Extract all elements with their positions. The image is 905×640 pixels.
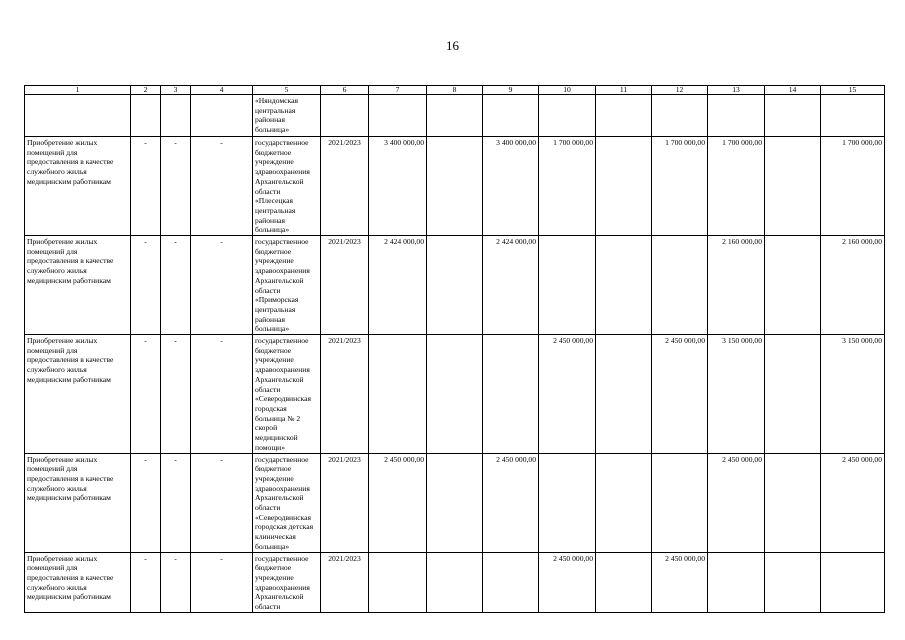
table-row bbox=[25, 137, 885, 236]
table-cell bbox=[131, 95, 161, 137]
amount-cell bbox=[369, 335, 427, 453]
column-header: 8 bbox=[427, 86, 483, 95]
table-cell: - bbox=[191, 552, 253, 612]
column-header: 3 bbox=[161, 86, 191, 95]
column-header: 9 bbox=[483, 86, 539, 95]
column-header: 15 bbox=[821, 86, 885, 95]
amount-cell: 2 450 000,00 bbox=[821, 453, 885, 552]
amount-cell bbox=[427, 236, 483, 335]
amount-cell: 2 424 000,00 bbox=[483, 236, 539, 335]
table-row bbox=[25, 552, 885, 612]
amount-cell bbox=[427, 335, 483, 453]
institution-cell: государственное бюджетное учреждение здравоохранения Архангельской области «Северодвинская городская больница № 2 скорой медицинской помощи» bbox=[253, 335, 321, 453]
amount-cell bbox=[765, 335, 821, 453]
amount-cell: 2 160 000,00 bbox=[821, 236, 885, 335]
table-cell bbox=[25, 95, 131, 137]
amount-cell: 2 424 000,00 bbox=[369, 236, 427, 335]
table-cell bbox=[483, 95, 539, 137]
amount-cell: 2 160 000,00 bbox=[708, 236, 765, 335]
amount-cell bbox=[596, 335, 652, 453]
column-header: 10 bbox=[539, 86, 596, 95]
years-cell: 2021/2023 bbox=[321, 137, 369, 236]
years-cell: 2021/2023 bbox=[321, 552, 369, 612]
column-header-row bbox=[25, 86, 885, 95]
table-row bbox=[25, 335, 885, 453]
amount-cell bbox=[369, 552, 427, 612]
table-cell bbox=[369, 95, 427, 137]
column-header: 2 bbox=[131, 86, 161, 95]
column-header: 7 bbox=[369, 86, 427, 95]
table-cell bbox=[161, 95, 191, 137]
table-cell bbox=[821, 95, 885, 137]
amount-cell bbox=[596, 137, 652, 236]
amount-cell bbox=[596, 236, 652, 335]
institution-cell: государственное бюджетное учреждение здравоохранения Архангельской области bbox=[253, 552, 321, 612]
table-row bbox=[25, 95, 885, 137]
project-name-cell: Приобретение жилых помещений для предоставления в качестве служебного жилья медицинским работникам bbox=[25, 453, 131, 552]
column-header: 6 bbox=[321, 86, 369, 95]
table-row bbox=[25, 236, 885, 335]
table-row bbox=[25, 453, 885, 552]
amount-cell: 3 150 000,00 bbox=[821, 335, 885, 453]
table-cell: - bbox=[131, 335, 161, 453]
amount-cell: 1 700 000,00 bbox=[652, 137, 708, 236]
project-name-cell: Приобретение жилых помещений для предоставления в качестве служебного жилья медицинским работникам bbox=[25, 335, 131, 453]
table-cell: - bbox=[131, 552, 161, 612]
amount-cell bbox=[483, 552, 539, 612]
years-cell: 2021/2023 bbox=[321, 335, 369, 453]
amount-cell: 2 450 000,00 bbox=[369, 453, 427, 552]
table-cell bbox=[191, 95, 253, 137]
amount-cell bbox=[765, 453, 821, 552]
table-cell bbox=[596, 95, 652, 137]
amount-cell: 2 450 000,00 bbox=[483, 453, 539, 552]
amount-cell: 2 450 000,00 bbox=[539, 335, 596, 453]
table-cell: - bbox=[131, 137, 161, 236]
amount-cell bbox=[539, 453, 596, 552]
amount-cell bbox=[765, 552, 821, 612]
amount-cell bbox=[483, 335, 539, 453]
table-cell: - bbox=[131, 453, 161, 552]
project-name-cell: Приобретение жилых помещений для предоставления в качестве служебного жилья медицинским работникам bbox=[25, 552, 131, 612]
amount-cell: 2 450 000,00 bbox=[708, 453, 765, 552]
table-cell: - bbox=[161, 236, 191, 335]
years-cell: 2021/2023 bbox=[321, 453, 369, 552]
table-cell: - bbox=[191, 453, 253, 552]
table-cell: - bbox=[191, 236, 253, 335]
amount-cell bbox=[427, 453, 483, 552]
column-header: 14 bbox=[765, 86, 821, 95]
amount-cell: 3 400 000,00 bbox=[369, 137, 427, 236]
table-cell bbox=[708, 95, 765, 137]
table-cell bbox=[539, 95, 596, 137]
table-cell: - bbox=[161, 335, 191, 453]
institution-cell: государственное бюджетное учреждение здравоохранения Архангельской области «Плесецкая центральная районная больница» bbox=[253, 137, 321, 236]
amount-cell: 2 450 000,00 bbox=[652, 335, 708, 453]
table-cell: - bbox=[131, 236, 161, 335]
project-name-cell: Приобретение жилых помещений для предоставления в качестве служебного жилья медицинским работникам bbox=[25, 137, 131, 236]
amount-cell bbox=[596, 552, 652, 612]
page-number: 16 bbox=[446, 38, 459, 53]
project-name-cell: Приобретение жилых помещений для предоставления в качестве служебного жилья медицинским работникам bbox=[25, 236, 131, 335]
budget-table bbox=[24, 85, 885, 613]
institution-cell: государственное бюджетное учреждение здравоохранения Архангельской области «Северодвинская городская детская клиническая больница» bbox=[253, 453, 321, 552]
amount-cell: 3 150 000,00 bbox=[708, 335, 765, 453]
institution-cell: государственное бюджетное учреждение здравоохранения Архангельской области «Приморская центральная районная больница» bbox=[253, 236, 321, 335]
table-cell bbox=[321, 95, 369, 137]
amount-cell: 1 700 000,00 bbox=[708, 137, 765, 236]
column-header: 13 bbox=[708, 86, 765, 95]
amount-cell bbox=[427, 552, 483, 612]
amount-cell bbox=[652, 453, 708, 552]
column-header: 5 bbox=[253, 86, 321, 95]
amount-cell bbox=[596, 453, 652, 552]
table-cell: - bbox=[191, 137, 253, 236]
table-cell bbox=[652, 95, 708, 137]
table-cell bbox=[427, 95, 483, 137]
amount-cell bbox=[765, 137, 821, 236]
amount-cell bbox=[539, 236, 596, 335]
years-cell: 2021/2023 bbox=[321, 236, 369, 335]
table-cell bbox=[765, 95, 821, 137]
column-header: 1 bbox=[25, 86, 131, 95]
table-cell: - bbox=[191, 335, 253, 453]
column-header: 4 bbox=[191, 86, 253, 95]
amount-cell bbox=[765, 236, 821, 335]
amount-cell: 1 700 000,00 bbox=[539, 137, 596, 236]
amount-cell: 2 450 000,00 bbox=[652, 552, 708, 612]
column-header: 12 bbox=[652, 86, 708, 95]
amount-cell: 1 700 000,00 bbox=[821, 137, 885, 236]
amount-cell bbox=[821, 552, 885, 612]
amount-cell: 3 400 000,00 bbox=[483, 137, 539, 236]
column-header: 11 bbox=[596, 86, 652, 95]
amount-cell bbox=[708, 552, 765, 612]
amount-cell: 2 450 000,00 bbox=[539, 552, 596, 612]
table-cell: - bbox=[161, 137, 191, 236]
table-cell: - bbox=[161, 552, 191, 612]
amount-cell bbox=[427, 137, 483, 236]
institution-cell: «Няндомская центральная районная больница» bbox=[253, 95, 321, 137]
table-cell: - bbox=[161, 453, 191, 552]
amount-cell bbox=[652, 236, 708, 335]
